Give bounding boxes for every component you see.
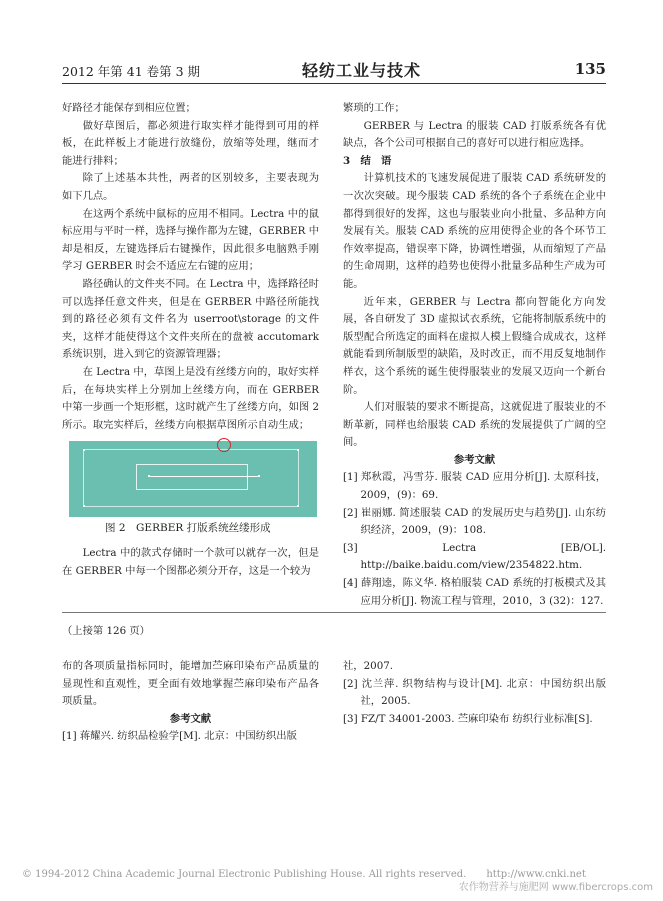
watermark: 农作物营养与施肥网 www.fibercrops.com [458,882,653,893]
left-column-continued [62,545,319,580]
point-marker [148,475,150,477]
figure-gerber-grainline [69,441,317,517]
pattern-rectangle [136,464,248,490]
paragraph: 人们对服装的要求不断提高，这就促进了服装业的不断革新，同样也给服装 CAD 系统的发展提供了广阔的空间。 [343,401,606,449]
paragraph: 近年来，GERBER 与 Lectra 都向智能化方向发展，各自研发了 3D 虚拟试衣系统，它能将制版系统中的版型配合所选定的面料在虚拟人模上假缝合成成衣，这样就能看到所制版型的缺陷，及时改正，而不用反复地制作样衣，这个系统的诞生使得服装业的发展又迈向一个新台阶。 [343,295,606,396]
reference-item: 社，2007. [343,660,394,672]
point-marker [297,505,299,507]
paragraph: 好路径才能保存到相应位置； [62,102,196,114]
reference-list [343,469,606,610]
paragraph: 在 Lectra 中，草图上是没有丝缕方向的，取好实样后，在每块实样上分别加上丝缕方向，而在 GERBER 中第一步画一个矩形框，这时就产生了丝缕方向，如图 2 所示。取完实样后，丝缕方向根据草图所示自动生成； [62,365,319,431]
paragraph: 做好草图后，都必须进行取实样才能得到可用的样板，在此样板上才能进行放缝份，放缩等处理，继而才能进行排料； [62,119,319,167]
paragraph: 布的各项质量指标同时，能增加苎麻印染布产品质量的显现性和直观性，更全面有效地掌握苎麻印染布产品各项质量。 [62,660,319,708]
references-title: 参考文献 [169,712,212,725]
reference-item: [3] Lectra [EB/OL]. http://baike.baidu.com/view/2354822.htm. [343,541,606,572]
reference-item: [1] 蒋耀兴. 纺织品检验学[M]. 北京：中国纺织出版 [62,730,297,743]
left-column [62,100,319,434]
point-marker [83,449,85,451]
paragraph: 除了上述基本共性，两者的区别较多，主要表现为如下几点。 [62,172,319,202]
issue-info: 2012 年第 41 卷第 3 期 [62,64,201,79]
point-marker [83,505,85,507]
paragraph: 路径确认的文件夹不同。在 Lectra 中，选择路径时可以选择任意文件夹，但是在 GERBER 中路径所能找到的路径必须有文件名为 userroot\storage 的文件夹，这样才能使得这个文件夹所在的盘被 accutomark 系统识别，进入到它的资源管理器； [62,277,319,361]
paragraph: 繁琐的工作； [343,102,405,114]
copyright-footer: © 1994-2012 China Academic Journal Electronic Publishing House. All rights reserved. http://www.cnki.net [22,869,586,880]
cursor-highlight-circle [217,438,231,452]
reference-item: [4] 薛翔逵，陈义华. 格柏服装 CAD 系统的打板模式及其应用分析[J]. 物流工程与管理，2010，3 (32)：127. [343,577,606,607]
page-number: 135 [574,60,606,78]
pattern-frame [83,449,299,507]
reference-item: [3] FZ/T 34001-2003. 苎麻印染布 纺织行业标准[S]. [343,712,593,725]
section-title: 3 结 语 [343,154,392,167]
header-rule [62,83,606,84]
grainline [148,476,258,477]
bottom-right-column [343,658,606,728]
references-title: 参考文献 [453,453,496,466]
reference-item: [2] 崔丽娜. 简述服装 CAD 的发展历史与趋势[J]. 山东纺织经济，2009，(9)：108. [343,506,606,537]
paragraph: Lectra 中的款式存储时一个款可以就存一次，但是在 GERBER 中每一个图都必须分开存，这是一个较为 [62,547,319,577]
paragraph: 在这两个系统中鼠标的应用不相同。Lectra 中的鼠标应用与平时一样，选择与操作都为左键，GERBER 中却是相反，左键选择后右键操作，因此很多电脑熟手刚学习 GERBER 时会不适应左右键的应用； [62,207,319,273]
running-header [62,58,606,84]
reference-item: [2] 沈兰萍. 织物结构与设计[M]. 北京：中国纺织出版社，2005. [343,677,606,708]
paragraph: GERBER 与 Lectra 的服装 CAD 打版系统各有优缺点，各个公司可根据自己的喜好可以进行相应选择。 [343,119,606,150]
section-divider [62,612,606,613]
reference-item: [1] 郑秋霞，冯雪芬. 服装 CAD 应用分析[J]. 太原科技，2009，(9)：69. [343,471,606,502]
figure-caption: 图 2 GERBER 打版系统丝缕形成 [105,522,271,534]
point-marker [297,449,299,451]
journal-title: 轻纺工业与技术 [302,61,422,80]
paragraph: 计算机技术的飞速发展促进了服装 CAD 系统研发的一次次突破。现今服装 CAD 系统的各个子系统在企业中都得到很好的发挥，这也与服装业向小批量、多品种方向发展有关。服装 CAD 系统的应用使得企业的各个环节工作效率提高，错误率下降，协调性增强，从而缩短了产品的生命周期，这样的趋势也使得小批量多品种生产成为可能。 [343,172,606,290]
right-column [343,100,606,610]
bottom-left-column [62,658,319,746]
continued-note: （上接第 126 页） [62,625,150,637]
point-marker [258,475,260,477]
